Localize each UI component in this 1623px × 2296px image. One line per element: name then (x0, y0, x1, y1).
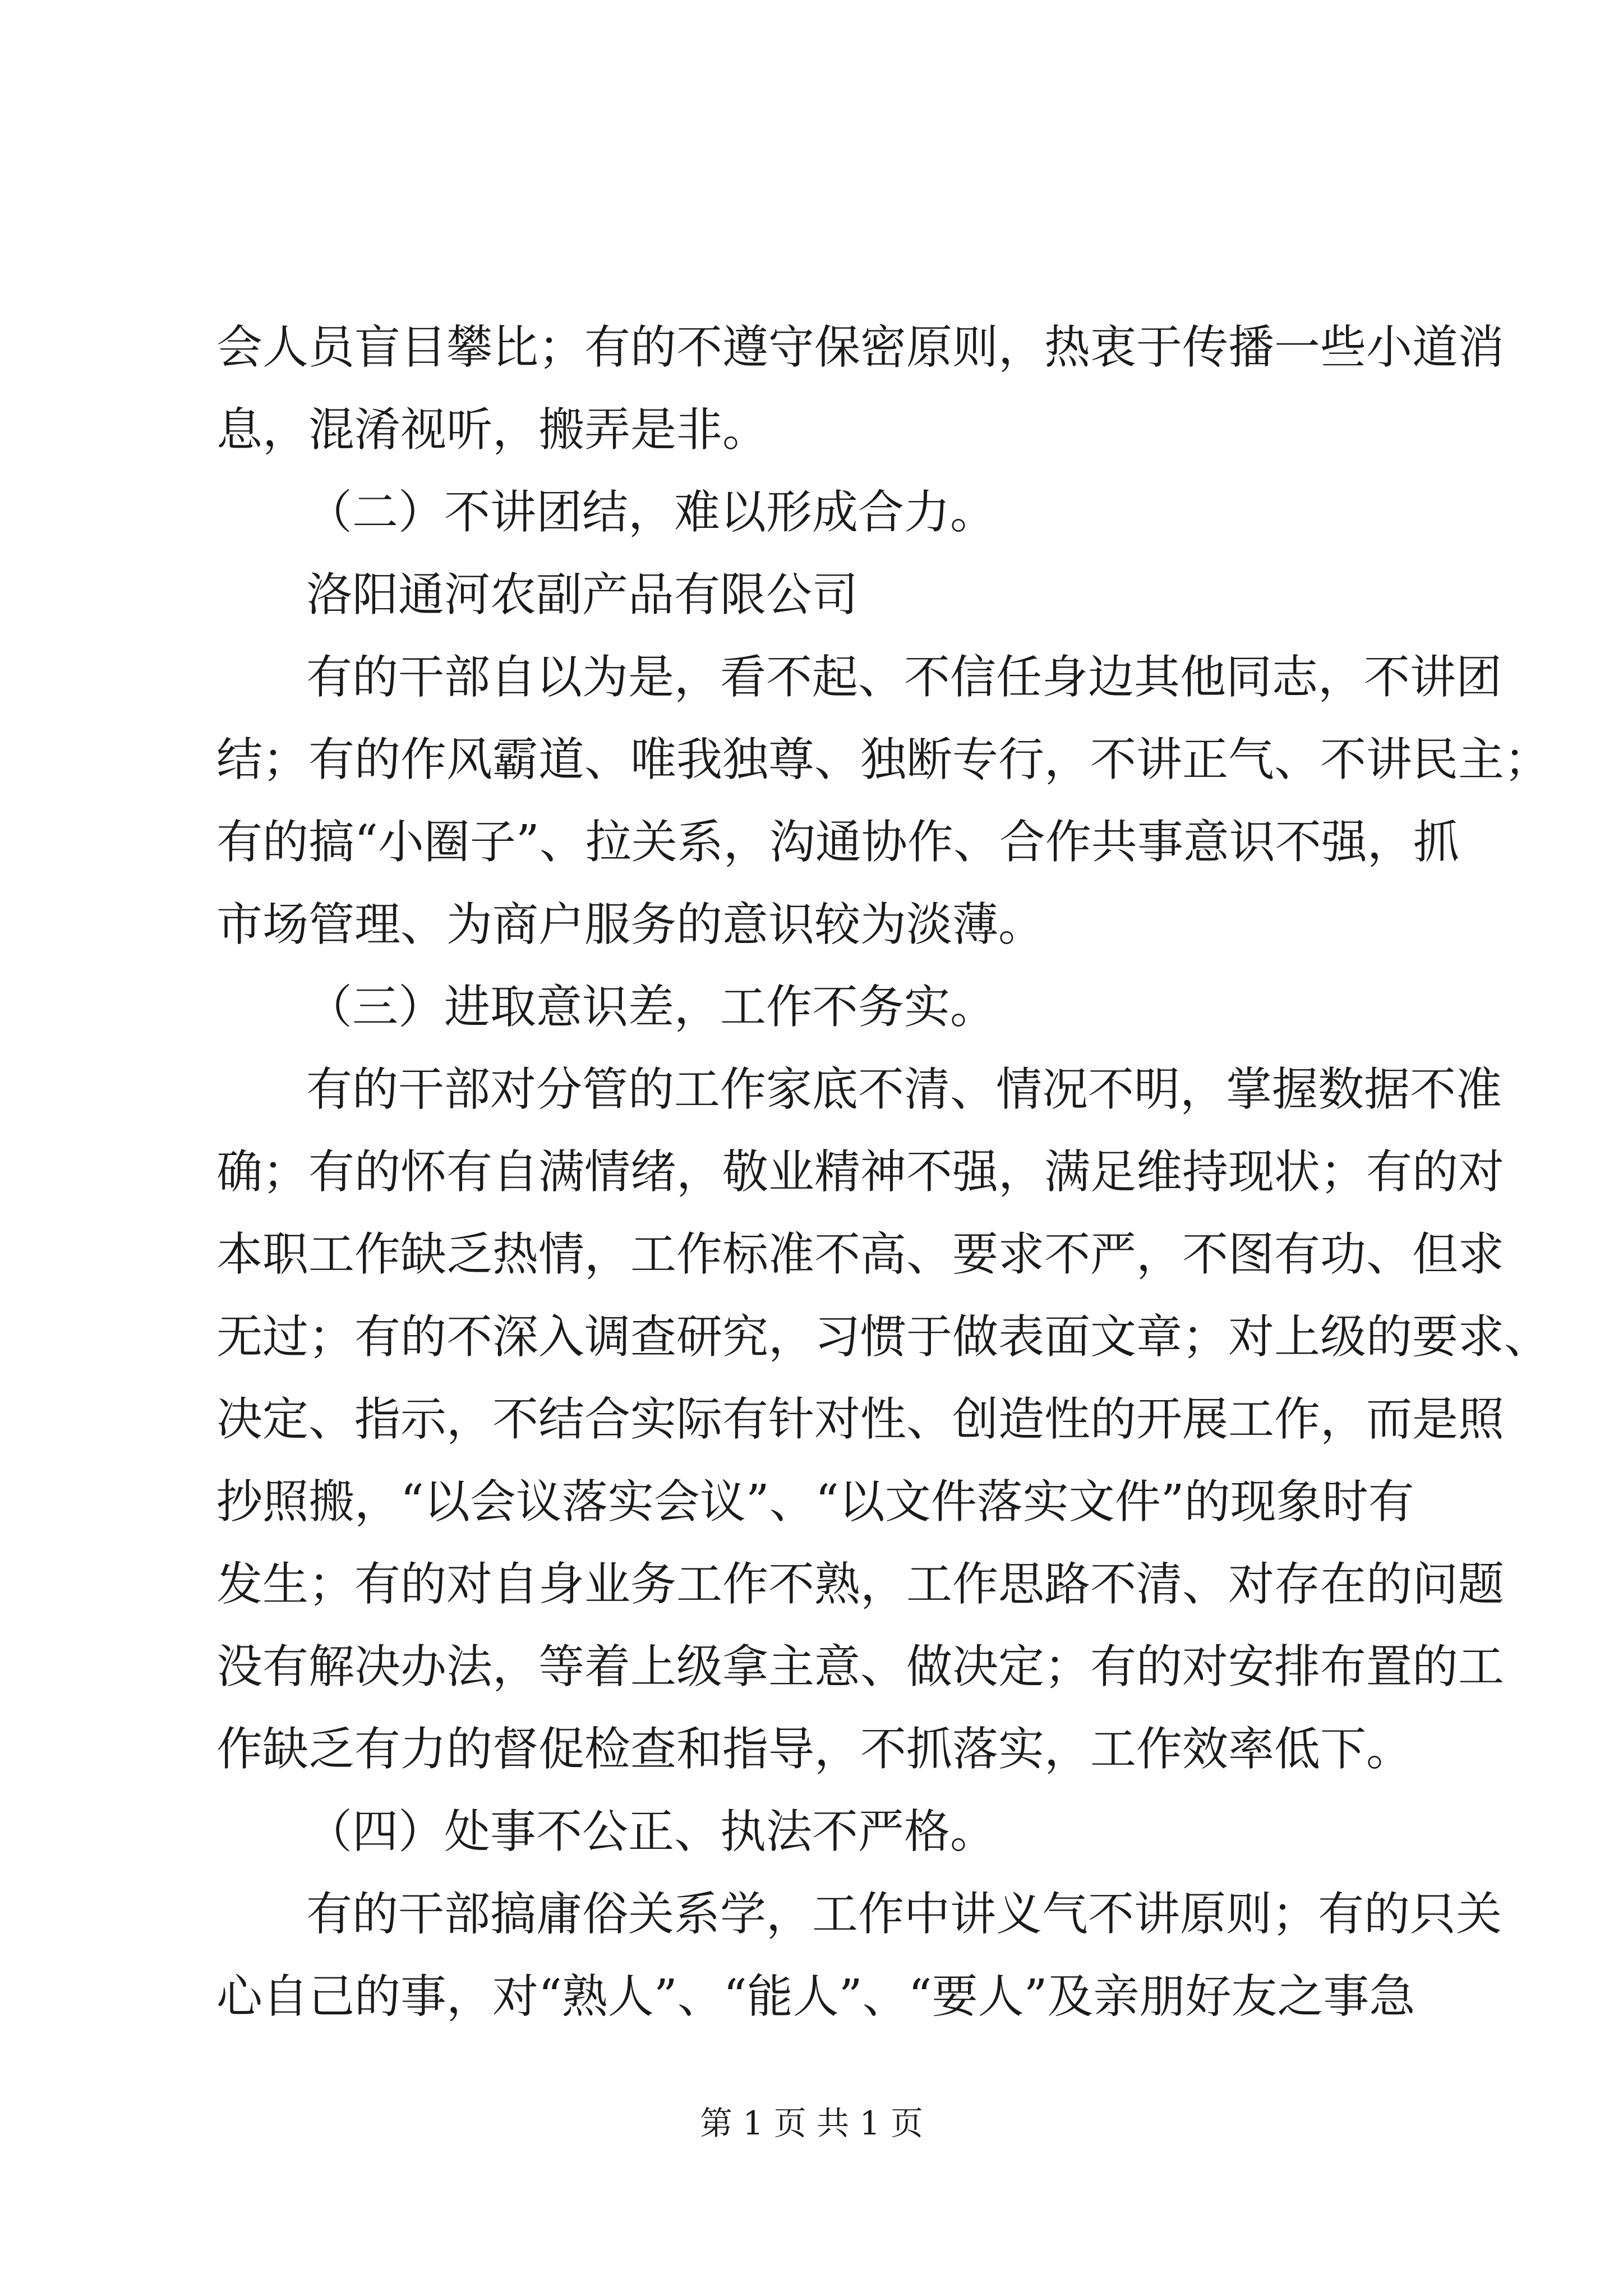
text-line: 有的干部自以为是，看不起、不信任身边其他同志，不讲团 (306, 651, 1502, 704)
section-heading: （三）进取意识差，工作不务实。 (306, 981, 997, 1034)
section-heading: （二）不讲团结，难以形成合力。 (306, 486, 997, 539)
text-line: 决定、指示，不结合实际有针对性、创造性的开展工作，而是照 (216, 1393, 1505, 1446)
text-line: 有的干部搞庸俗关系学，工作中讲义气不讲原则；有的只关 (306, 1888, 1502, 1941)
text-line: 会人员盲目攀比；有的不遵守保密原则，热衷于传播一些小道消 (216, 321, 1505, 374)
section-heading: （四）处事不公正、执法不严格。 (306, 1805, 997, 1858)
text-line: 没有解决办法，等着上级拿主意、做决定；有的对安排布置的工 (216, 1640, 1505, 1694)
text-line: 本职工作缺乏热情，工作标准不高、要求不严，不图有功、但求 (216, 1228, 1505, 1281)
text-line: 市场管理、为商户服务的意识较为淡薄。 (216, 898, 1045, 951)
page-footer: 第 1 页 共 1 页 (700, 2104, 923, 2142)
text-line: 作缺乏有力的督促检查和指导，不抓落实，工作效率低下。 (216, 1723, 1413, 1776)
text-line: 确；有的怀有自满情绪，敬业精神不强，满足维持现状；有的对 (216, 1145, 1505, 1199)
text-line: 息，混淆视听，搬弄是非。 (216, 403, 769, 457)
company-name-line: 洛阳通河农副产品有限公司 (306, 568, 859, 622)
text-line: 发生；有的对自身业务工作不熟，工作思路不清、对存在的问题 (216, 1558, 1505, 1611)
text-line: 心自己的事，对“熟人”、“能人”、“要人”及亲朋好友之事急 (216, 1970, 1415, 2023)
text-line: 有的搞“小圈子”、拉关系，沟通协作、合作共事意识不强，抓 (216, 816, 1459, 869)
text-line: 结；有的作风霸道、唯我独尊、独断专行，不讲正气、不讲民主； (216, 733, 1551, 786)
text-line: 有的干部对分管的工作家底不清、情况不明，掌握数据不准 (306, 1063, 1502, 1116)
text-line: 无过；有的不深入调查研究，习惯于做表面文章；对上级的要求、 (216, 1310, 1551, 1364)
text-line: 抄照搬，“以会议落实会议”、“以文件落实文件”的现象时有 (216, 1475, 1414, 1529)
